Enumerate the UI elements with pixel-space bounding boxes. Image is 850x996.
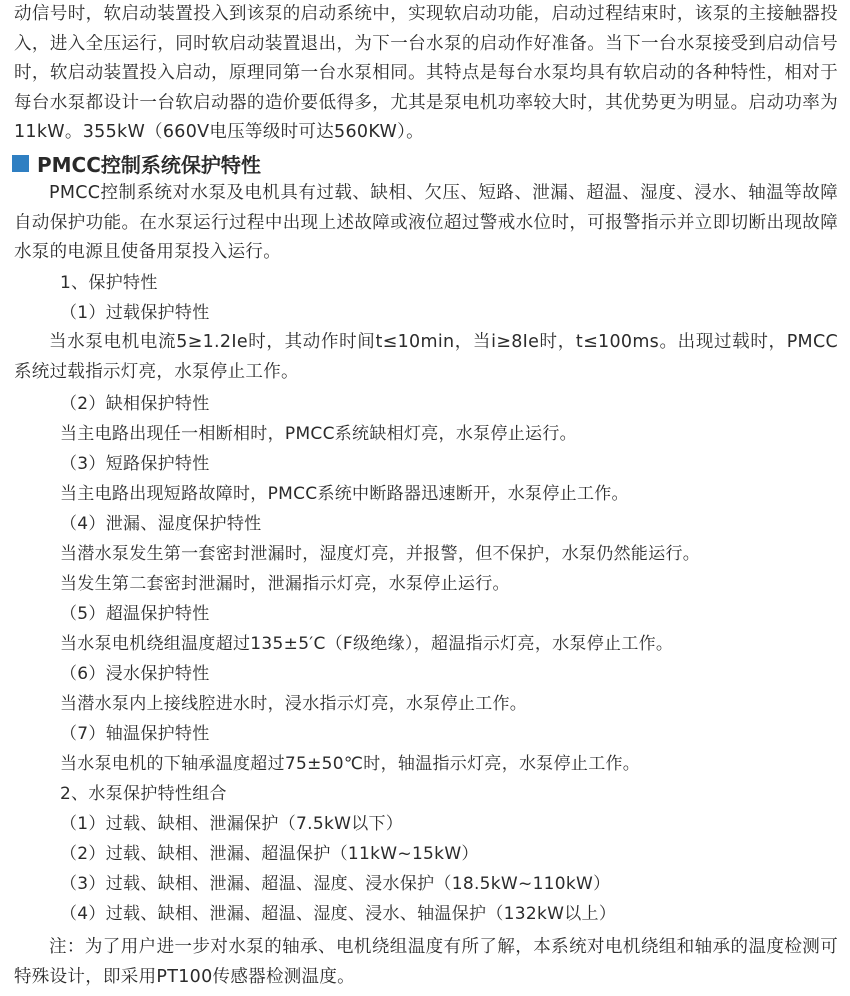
flooding-title: （6）浸水保护特性 — [60, 664, 210, 684]
overtemp-text: 当水泵电机绕组温度超过135±5′C（F级绝缘），超温指示灯亮，水泵停止工作。 — [60, 634, 674, 654]
shaft-temp-title: （7）轴温保护特性 — [60, 724, 210, 744]
shaft-temp-text: 当水泵电机的下轴承温度超过75±50℃时，轴温指示灯亮，水泵停止工作。 — [60, 754, 641, 774]
combination-item-1: （1）过载、缺相、泄漏保护（7.5kW以下） — [60, 814, 404, 834]
note-paragraph: 注：为了用户进一步对水泵的轴承、电机绕组温度有所了解，本系统对电机绕组和轴承的温度检测可特殊设计，即采用PT100传感器检测温度。 — [14, 937, 838, 987]
overload-text: 当水泵电机电流5≥1.2Ie时，其动作时间t≤10min，当i≥8Ie时，t≤100ms。出现过载时，PMCC系统过载指示灯亮，水泵停止工作。 — [14, 332, 838, 382]
leakage-text-1: 当潜水泵发生第一套密封泄漏时，湿度灯亮，并报警，但不保护，水泵仍然能运行。 — [60, 544, 701, 564]
overtemp-title: （5）超温保护特性 — [60, 604, 210, 624]
square-bullet-icon — [12, 155, 29, 172]
protection-title: 1、保护特性 — [60, 273, 158, 293]
combination-item-4: （4）过载、缺相、泄漏、超温、湿度、浸水、轴温保护（132kW以上） — [60, 904, 617, 924]
leakage-text-2: 当发生第二套密封泄漏时，泄漏指示灯亮，水泵停止运行。 — [60, 574, 510, 594]
section-heading — [12, 148, 261, 178]
phase-loss-text: 当主电路出现任一相断相时，PMCC系统缺相灯亮，水泵停止运行。 — [60, 424, 577, 444]
short-circuit-title: （3）短路保护特性 — [60, 454, 210, 474]
phase-loss-title: （2）缺相保护特性 — [60, 394, 210, 414]
flooding-text: 当潜水泵内上接线腔进水时，浸水指示灯亮，水泵停止工作。 — [60, 694, 528, 714]
intro-paragraph: 动信号时，软启动装置投入到该泵的启动系统中，实现软启动功能，启动过程结束时，该泵的主接触器投入，进入全压运行，同时软启动装置退出，为下一台水泵的启动作好准备。当下一台水泵接受到启动信号时，软启动装置投入启动，原理同第一台水泵相同。其特点是每台水泵均具有软启动的各种特性，相对于每台水泵都设计一台软启动器的造价要低得多，尤其是泵电机功率较大时，其优势更为明显。启动功率为11kW。355kW（660V电压等级时可达560KW）。 — [14, 4, 838, 143]
combinations-title: 2、水泵保护特性组合 — [60, 784, 227, 804]
section-title: PMCC控制系统保护特性 — [37, 152, 261, 177]
short-circuit-text: 当主电路出现短路故障时，PMCC系统中断路器迅速断开，水泵停止工作。 — [60, 484, 629, 504]
section-summary: PMCC控制系统对水泵及电机具有过载、缺相、欠压、短路、泄漏、超温、湿度、浸水、轴温等故障自动保护功能。在水泵运行过程中出现上述故障或液位超过警戒水位时，可报警指示并立即切断出现故障水泵的电源且使备用泵投入运行。 — [14, 183, 838, 263]
combination-item-2: （2）过载、缺相、泄漏、超温保护（11kW~15kW） — [60, 844, 479, 864]
combination-item-3: （3）过载、缺相、泄漏、超温、湿度、浸水保护（18.5kW~110kW） — [60, 874, 611, 894]
leakage-title: （4）泄漏、湿度保护特性 — [60, 514, 262, 534]
overload-title: （1）过载保护特性 — [60, 303, 210, 323]
